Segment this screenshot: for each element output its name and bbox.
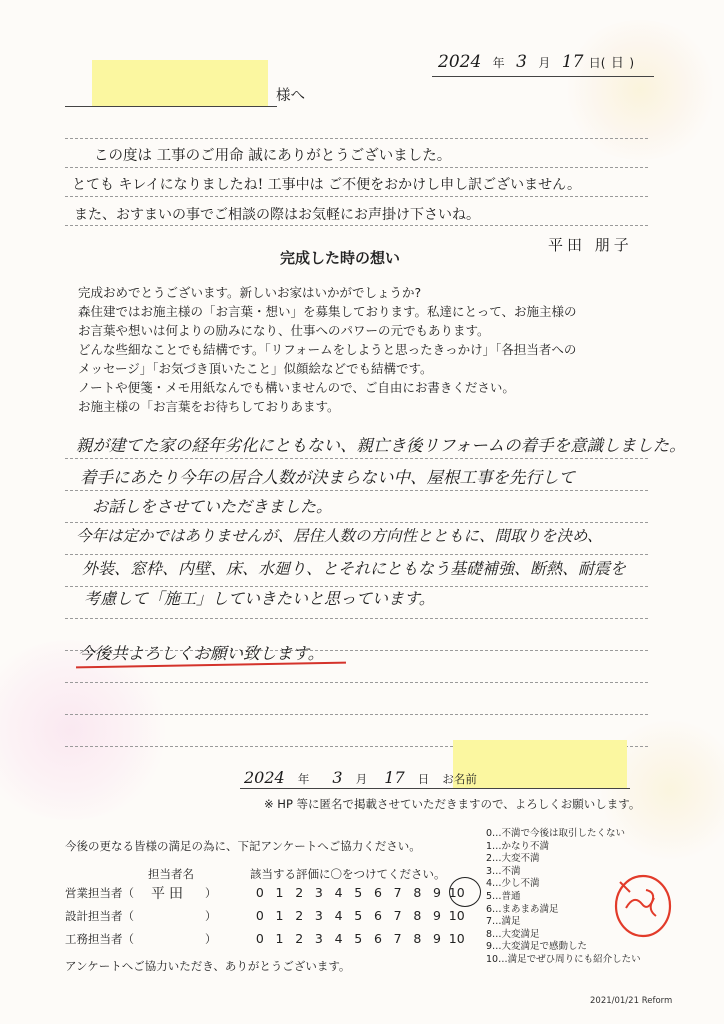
customer-message-line-4: 今年は定かではありませんが、居住人数の方向性とともに、間取りを決め、 — [76, 527, 603, 545]
intro-line-4: どんな些細なことでも結構です。「リフォームをしようと思ったきっかけ」「各担当者への — [78, 342, 577, 357]
signature-underline — [240, 788, 630, 789]
signature-day-unit: 日 — [417, 772, 430, 786]
date-day: 17 — [561, 52, 584, 72]
signature-name-label: お名前 — [442, 772, 477, 786]
legend-item-4: 4…少し不満 — [486, 878, 540, 890]
ruled-line — [65, 554, 648, 555]
rating-option-7[interactable]: 7 — [393, 885, 402, 900]
signature-date — [244, 768, 477, 787]
rating-option-5[interactable]: 5 — [354, 908, 363, 923]
customer-message-line-2: 着手にあたり今年の居合人数が決まらない中、屋根工事を先行して — [80, 468, 575, 487]
date-month-unit: 月 — [538, 56, 551, 70]
legend-item-0: 0…不満で今後は取引したくない — [486, 828, 626, 839]
date-underline — [432, 76, 654, 77]
ruled-line — [65, 138, 648, 139]
rating-selected-circle — [449, 877, 481, 907]
date-close: ) — [629, 56, 634, 70]
survey-col-rating: 該当する評価に〇をつけてください。 — [250, 867, 446, 881]
legend-item-5: 5…普通 — [486, 890, 521, 902]
rating-option-6[interactable]: 6 — [373, 908, 382, 923]
rating-scale — [250, 908, 467, 923]
date-month: 3 — [516, 52, 527, 72]
customer-name-redaction — [453, 740, 627, 788]
survey-row-construction — [65, 931, 485, 951]
customer-message-line-5: 外装、窓枠、内壁、床、水廻り、とそれにともなう基礎補強、断熱、耐震を — [82, 559, 627, 578]
intro-text — [78, 283, 678, 416]
rating-option-5[interactable]: 5 — [354, 931, 363, 946]
ruled-line — [65, 458, 648, 459]
intro-line-6: ノートや便箋・メモ用紙なんでも構いませんので、ご自由にお書きください。 — [78, 380, 515, 395]
staff-message-line-2: とても キレイになりましたね! 工事中は ご不便をおかけし申し訳ございません。 — [72, 177, 581, 193]
intro-line-2: 森住建ではお施主様の「お言葉・想い」を募集しております。私達にとって、お施主様の — [78, 304, 577, 319]
survey-intro: 今後の更なる皆様の満足の為に、下記アンケートへご協力ください。 — [65, 839, 421, 853]
survey-thanks: アンケートへご協力いただき、ありがとうございます。 — [65, 959, 351, 973]
customer-message-line-6: 考慮して「施工」していきたいと思っています。 — [84, 589, 435, 608]
rating-option-2[interactable]: 2 — [295, 908, 304, 923]
rating-scale — [250, 931, 467, 946]
rating-option-9[interactable]: 9 — [433, 931, 441, 946]
rating-option-1[interactable]: 1 — [275, 931, 284, 946]
notice: ※ HP 等に匿名で掲載させていただきますので、よろしくお願いします。 — [264, 797, 641, 811]
header-date — [438, 52, 634, 72]
survey-row-staff-name: 平田 — [151, 886, 187, 902]
rating-option-7[interactable]: 7 — [393, 931, 402, 946]
rating-option-0[interactable]: 0 — [255, 908, 264, 923]
rating-scale — [250, 885, 467, 900]
legend-item-2: 2…大変不満 — [486, 853, 540, 865]
rating-option-3[interactable]: 3 — [314, 908, 323, 923]
salutation: 様へ — [276, 88, 305, 104]
rating-option-3[interactable]: 3 — [314, 931, 323, 946]
survey-row-design — [65, 908, 485, 928]
rating-option-3[interactable]: 3 — [314, 885, 323, 900]
red-approval-stamp-icon — [612, 868, 674, 940]
legend-item-6: 6…まあまあ満足 — [486, 903, 559, 915]
signature-month-unit: 月 — [355, 772, 368, 786]
ruled-line — [65, 618, 648, 619]
rating-option-6[interactable]: 6 — [373, 885, 382, 900]
staff-message-line-1: この度は 工事のご用命 誠にありがとうございました。 — [94, 148, 452, 164]
survey-row-close: ） — [205, 909, 217, 923]
rating-option-8[interactable]: 8 — [413, 885, 422, 900]
date-weekday: 日 — [610, 56, 624, 71]
rating-option-1[interactable]: 1 — [275, 885, 284, 900]
recipient-underline — [65, 106, 277, 107]
rating-option-2[interactable]: 2 — [295, 931, 304, 946]
legend-item-1: 1…かなり不満 — [486, 840, 550, 852]
date-year-unit: 年 — [492, 56, 505, 70]
survey-col-staff: 担当者名 — [148, 867, 194, 881]
rating-option-8[interactable]: 8 — [413, 931, 422, 946]
date-day-unit: 日( — [588, 56, 606, 70]
customer-message-line-7: 今後共よろしくお願い致します。 — [78, 644, 325, 663]
rating-option-0[interactable]: 0 — [255, 885, 264, 900]
intro-line-3: お言葉や想いは何よりの励みになり、仕事へのパワーの元でもあります。 — [78, 323, 490, 338]
ruled-line — [65, 522, 648, 523]
rating-option-1[interactable]: 1 — [275, 908, 284, 923]
legend-item-10: 10…満足でぜひ周りにも紹介したい — [486, 953, 641, 965]
survey-row-label: 工務担当者（ — [65, 932, 134, 946]
rating-option-5[interactable]: 5 — [354, 885, 363, 900]
ruled-line — [65, 196, 648, 197]
section-title: 完成した時の想い — [280, 249, 401, 267]
rating-option-8[interactable]: 8 — [413, 908, 422, 923]
rating-option-4[interactable]: 4 — [334, 908, 343, 923]
survey-row-close: ） — [205, 886, 217, 900]
rating-option-7[interactable]: 7 — [393, 908, 402, 923]
survey-row-label: 営業担当者（ — [65, 886, 134, 900]
legend-item-9: 9…大変満足で感動した — [486, 941, 588, 953]
rating-option-0[interactable]: 0 — [255, 931, 264, 946]
ruled-line — [65, 167, 648, 168]
signature-year: 2024 — [244, 768, 285, 787]
legend-item-8: 8…大変満足 — [486, 928, 540, 940]
signature-year-unit: 年 — [297, 772, 310, 786]
staff-signature: 平田 朋子 — [548, 236, 633, 254]
customer-message-line-1: 親が建てた家の経年劣化にともない、親亡き後リフォームの着手を意識しました。 — [76, 436, 686, 455]
staff-message-line-3: また、おすまいの事でご相談の際はお気軽にお声掛け下さいね。 — [74, 207, 480, 223]
rating-option-10[interactable]: 10 — [448, 908, 465, 923]
rating-option-9[interactable]: 9 — [433, 908, 441, 923]
rating-option-6[interactable]: 6 — [373, 931, 382, 946]
legend-item-7: 7…満足 — [486, 916, 521, 928]
signature-month: 3 — [332, 768, 343, 787]
intro-line-5: メッセージ」「お気づき頂いたこと」似顔絵などでも結構です。 — [78, 361, 433, 376]
intro-line-7: お施主様の「お言葉をお待ちしておりあます。 — [78, 399, 340, 414]
rating-option-2[interactable]: 2 — [295, 885, 304, 900]
ruled-line — [65, 225, 648, 226]
recipient-name-redaction — [92, 60, 268, 106]
rating-option-9[interactable]: 9 — [433, 885, 441, 900]
signature-day: 17 — [384, 768, 405, 787]
survey-row-label: 設計担当者（ — [65, 909, 134, 923]
rating-option-10[interactable]: 10 — [448, 931, 465, 946]
rating-option-4[interactable]: 4 — [334, 931, 343, 946]
footer-revision: 2021/01/21 Reform — [590, 996, 673, 1006]
survey-row-close: ） — [205, 932, 217, 946]
ruled-line — [65, 490, 648, 491]
customer-message-line-3: お話しをさせていただきました。 — [92, 497, 333, 516]
rating-option-4[interactable]: 4 — [334, 885, 343, 900]
ruled-line — [65, 714, 648, 715]
ruled-line — [65, 682, 648, 683]
decorative-flower-top-right — [560, 20, 720, 160]
survey-row-sales — [65, 885, 485, 905]
rating-option-10[interactable]: 10 — [448, 885, 465, 900]
intro-line-1: 完成おめでとうございます。新しいお家はいかがでしょうか? — [78, 285, 422, 300]
date-year: 2024 — [438, 52, 482, 72]
legend-item-3: 3…不満 — [486, 865, 521, 877]
